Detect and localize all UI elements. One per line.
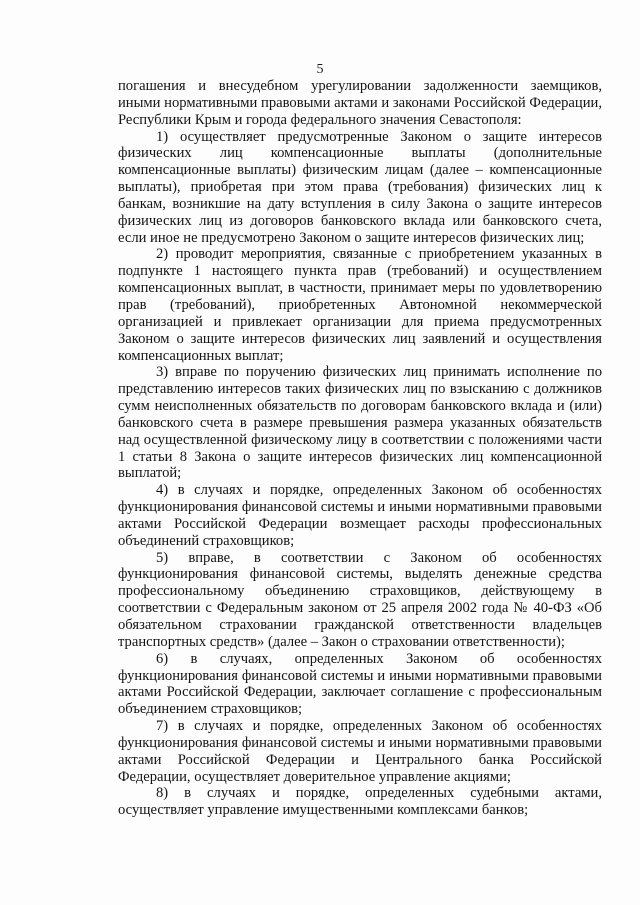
paragraph-item-1: 1) осуществляет предусмотренные Законом о защите интересов физических лиц компенсационные выплаты (дополнительные компенсационные выплаты) физическим лицам (далее – компенсационные выплаты), приобретая при этом права (требования) физических лиц к банкам, возникшие на дату вступления в силу Закона о защите интересов физических лиц из договоров банковского вклада или банковского счета, если иное не предусмотрено Законом о защите интересов физических лиц;	[118, 128, 602, 246]
paragraph-item-4: 4) в случаях и порядке, определенных Законом об особенностях функционирования финансовой системы и иными нормативными правовыми актами Российской Федерации возмещает расходы профессиональных объединений страховщиков;	[118, 482, 602, 549]
paragraph-item-8: 8) в случаях и порядке, определенных судебными актами, осуществляет управление имущественными комплексами банков;	[118, 785, 602, 819]
page-number: 5	[316, 62, 324, 77]
paragraph-item-3: 3) вправе по поручению физических лиц принимать исполнение по представлению интересов таких физических лиц по взысканию с должников сумм неисполненных обязательств по договорам банковского вклада и (или) банковского счета в размере превышения размера указанных обязательств над осуществленной физическому лицу в соответствии с положениями части 1 статьи 8 Закона о защите интересов физических лиц компенсационной выплатой;	[118, 364, 602, 482]
paragraph-item-5: 5) вправе, в соответствии с Законом об особенностях функционирования финансовой системы, выделять денежные средства профессиональному объединению страховщиков, действующему в соответствии с Федеральным законом от 25 апреля 2002 года № 40-ФЗ «Об обязательном страховании гражданской ответственности владельцев транспортных средств» (далее – Закон о страховании ответственности);	[118, 549, 602, 650]
paragraph-item-2: 2) проводит мероприятия, связанные с приобретением указанных в подпункте 1 настоящего пункта прав (требований) и осуществлением компенсационных выплат, в частности, принимает меры по удовлетворению прав (требований), приобретенных Автономной некоммерческой организацией и привлекает организации для приема предусмотренных Законом о защите интересов физических лиц заявлений и осуществления компенсационных выплат;	[118, 246, 602, 364]
document-body	[118, 78, 602, 819]
paragraph-item-7: 7) в случаях и порядке, определенных Законом об особенностях функционирования финансовой системы и иными нормативными правовыми актами Российской Федерации и Центрального банка Российской Федерации, осуществляет доверительное управление акциями;	[118, 718, 602, 785]
paragraph-intro: погашения и внесудебном урегулировании задолженности заемщиков, иными нормативными правовыми актами и законами Российской Федерации, Республики Крым и города федерального значения Севастополя:	[118, 78, 602, 128]
paragraph-item-6: 6) в случаях, определенных Законом об особенностях функционирования финансовой системы и иными нормативными правовыми актами Российской Федерации, заключает соглашение с профессиональным объединением страховщиков;	[118, 650, 602, 718]
